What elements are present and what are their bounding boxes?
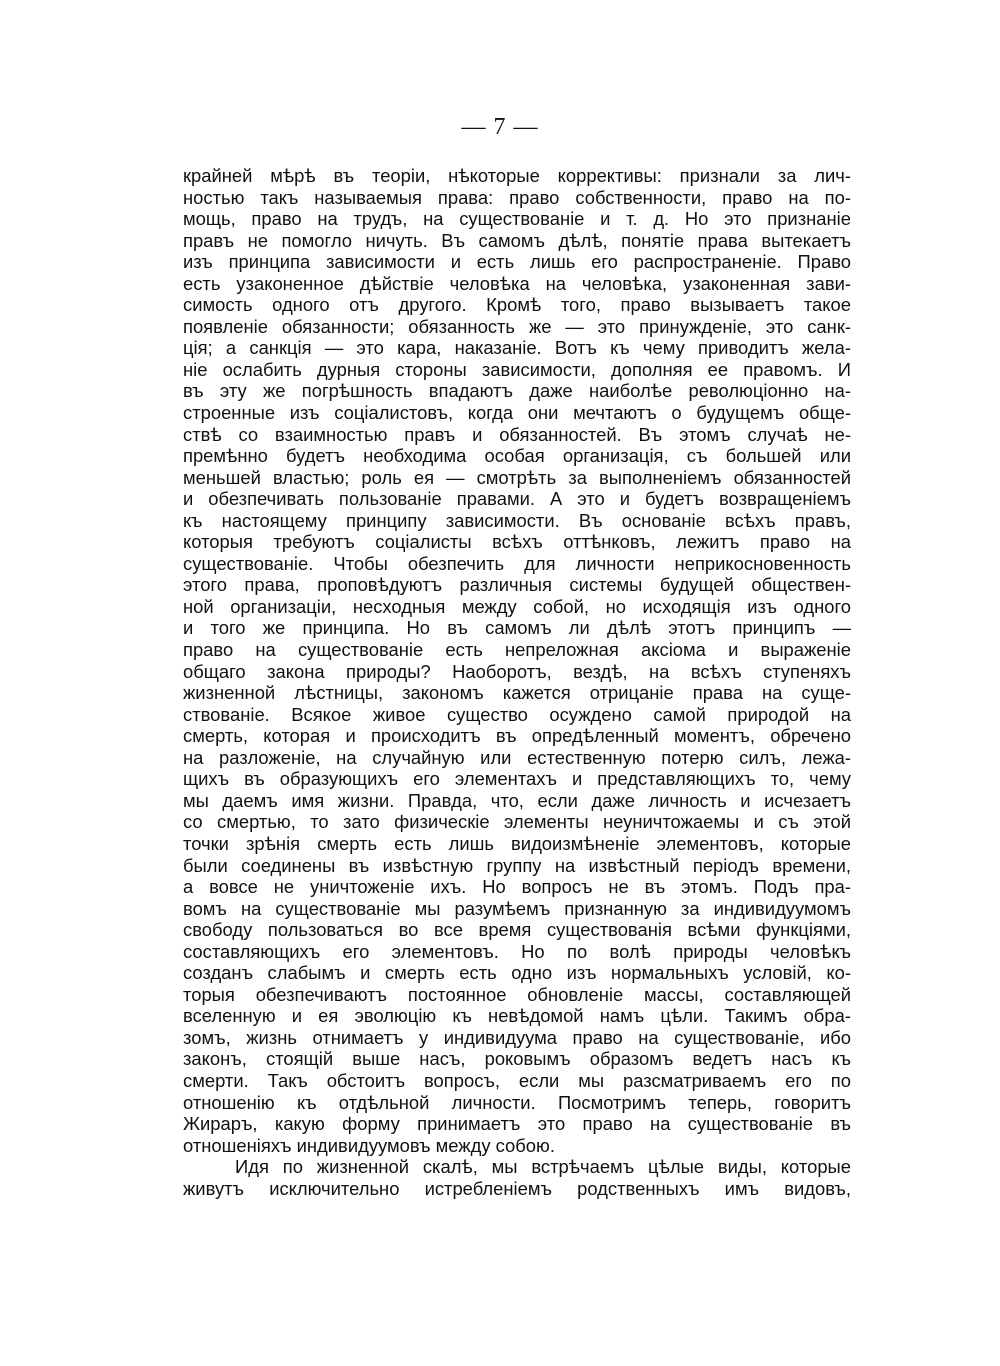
text-line: право на существованіе есть непреложная аксіома и выраженіе [183,639,851,661]
text-line: торыя обезпечиваютъ постоянное обновленіе массы, составляющей [183,983,851,1005]
text-line: которыя требуютъ соціалисты всѣхъ оттѣнковъ, лежитъ право на [183,531,851,553]
text-line: свободу пользоваться во все время существованія всѣми функціями, [183,919,851,941]
text-line: ція; а санкція — это кара, наказаніе. Вотъ къ чему приводитъ жела- [183,337,851,359]
text-line: Идя по жизненной скалѣ, мы встрѣчаемъ цѣлые виды, которые [235,1156,851,1178]
text-line: общаго закона природы? Наоборотъ, вездѣ, на всѣхъ ступеняхъ [183,660,851,682]
text-line: смерть, которая и происходитъ въ опредѣленный моментъ, обречено [183,725,851,747]
text-line: живутъ исключительно истребленіемъ родственныхъ имъ видовъ, [183,1177,851,1199]
text-line: зомъ, жизнь отнимаетъ у индивидуума право на существованіе, ибо [183,1026,851,1048]
text-line: и обезпечивать пользованіе правами. А это и будетъ возвращеніемъ [183,488,851,510]
text-line: щихъ въ образующихъ его элементахъ и представляющихъ то, чему [183,768,851,790]
text-line: ствѣ со взаимностью правъ и обязанностей. Въ этомъ случаѣ не- [183,423,851,445]
text-line: премѣнно будетъ необходима особая организація, съ большей или [183,445,851,467]
text-line: созданъ слабымъ и смерть есть одно изъ нормальныхъ условій, ко- [183,962,851,984]
text-line: строенные изъ соціалистовъ, когда они мечтаютъ о будущемъ обще- [183,402,851,424]
text-line: жизненной лѣстницы, закономъ кажется отрицаніе права на суще- [183,682,851,704]
text-line: симость одного отъ другого. Кромѣ того, право вызываетъ такое [183,294,851,316]
text-line: и того же принципа. Но въ самомъ ли дѣлѣ этотъ принципъ — [183,617,851,639]
text-line: ствованіе. Всякое живое существо осуждено самой природой на [183,703,851,725]
text-line: вомъ на существованіе мы разумѣемъ признанную за индивидуумомъ [183,897,851,919]
text-line: ніе ослабить дурныя стороны зависимости, дополняя ее правомъ. И [183,358,851,380]
text-line: есть узаконенное дѣйствіе человѣка на человѣка, узаконенная зави- [183,272,851,294]
text-line: Жираръ, какую форму принимаетъ это право на существованіе въ [183,1113,851,1135]
text-line: крайней мѣрѣ въ теоріи, нѣкоторые коррективы: признали за лич- [183,165,851,186]
paragraph [183,165,851,1156]
text-line: отношенію къ отдѣльной личности. Посмотримъ теперь, говоритъ [183,1091,851,1113]
text-line: смерти. Такъ обстоитъ вопросъ, если мы разсматриваемъ его по [183,1069,851,1091]
text-line: а вовсе не уничтоженіе ихъ. Но вопросъ не въ этомъ. Подъ пра- [183,876,851,898]
text-line: правъ не помогло ничуть. Въ самомъ дѣлѣ, понятіе права вытекаетъ [183,229,851,251]
text-line: изъ принципа зависимости и есть лишь его распространеніе. Право [183,251,851,273]
body-text [183,165,851,1199]
text-line: ностью такъ называемыя права: право собственности, право на по- [183,186,851,208]
text-line: точки зрѣнія смерть есть лишь видоизмѣненіе элементовъ, которые [183,832,851,854]
text-line: появленіе обязанности; обязанность же — это принужденіе, это санк- [183,315,851,337]
paragraph [183,1156,851,1199]
text-line: мощь, право на трудъ, на существованіе и т. д. Но это признаніе [183,208,851,230]
text-line: этого права, проповѣдуютъ различныя системы будущей обществен- [183,574,851,596]
text-line: вселенную и ея эволюцію къ невѣдомой намъ цѣли. Такимъ обра- [183,1005,851,1027]
text-line: мы даемъ имя жизни. Правда, что, если даже личность и исчезаетъ [183,789,851,811]
text-line: въ эту же погрѣшность впадаютъ даже наиболѣе революціонно на- [183,380,851,402]
text-line: законъ, стоящій выше насъ, роковымъ образомъ ведетъ насъ къ [183,1048,851,1070]
text-line: были соединены въ извѣстную группу на извѣстный періодъ времени, [183,854,851,876]
text-line: меньшей властью; роль ея — смотрѣть за выполненіемъ обязанностей [183,466,851,488]
text-line: на разложеніе, на случайную или естественную потерю силъ, лежа- [183,746,851,768]
text-line: къ настоящему принципу зависимости. Въ основаніе всѣхъ правъ, [183,509,851,531]
page-number: — 7 — [461,114,539,140]
text-line: существованіе. Чтобы обезпечить для личности неприкосновенность [183,552,851,574]
text-line: отношеніяхъ индивидуумовъ между собою. [183,1134,555,1156]
text-line: ной организаціи, несходныя между собой, но исходящія изъ одного [183,595,851,617]
text-line: со смертью, то зато физическіе элементы неуничтожаемы и съ этой [183,811,851,833]
text-line: составляющихъ его элементовъ. Но по волѣ природы человѣкъ [183,940,851,962]
